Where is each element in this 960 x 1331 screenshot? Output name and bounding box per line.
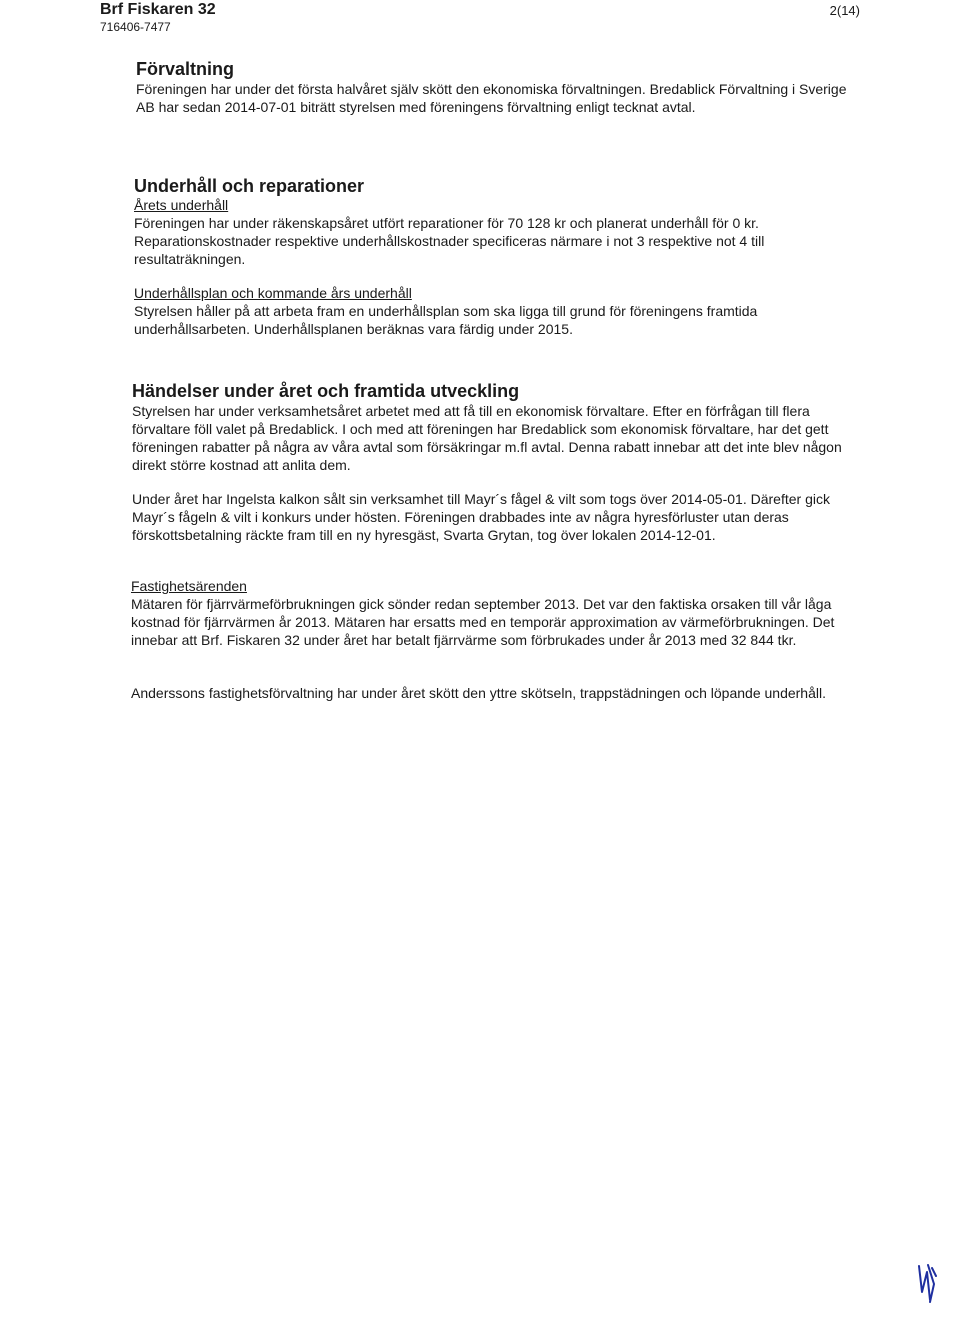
section-fastighetsarenden [131, 578, 861, 649]
section-hyresgast [132, 490, 862, 544]
handelser-heading: Händelser under året och framtida utveckling [132, 381, 520, 401]
arets-underhall-text: Föreningen har under räkenskapsåret utfört reparationer för 70 128 kr och planerat underhåll för 0 kr. Reparationskostnader respektive underhållskostnader specificeras närmare i not 3 respektive not 4 till resultaträkningen. [134, 215, 765, 267]
forvaltning-text: Föreningen har under det första halvåret själv skött den ekonomiska förvaltningen. Bredablick Förvaltning i Sverige AB har sedan 2014-07-01 biträtt styrelsen med föreningens förvaltning enligt tecknat avtal. [136, 81, 847, 115]
fastighetsarenden-text: Mätaren för fjärrvärmeförbrukningen gick sönder redan september 2013. Det var den faktiska orsaken till vår låga kostnad för fjärrvärmen år 2013. Mätaren har ersatts med en temporär approximation av värmeförbrukningen. Det innebar att Brf. Fiskaren 32 under året har betalt fjärrvärme som förbrukades under år 2013 med 32 844 tkr. [131, 596, 835, 648]
handelser-paragraph-1: Styrelsen har under verksamhetsåret arbetet med att få till en ekonomisk förvaltare. Efter en förfrågan till flera förvaltare föll valet på Bredablick. I och med att föreningen har Bredablick som ekonomisk förvaltare, har det gett föreningen rabatter på några av våra avtal som försäkringar m.fl avtal. Denna rabatt innebar att det inte blev någon direkt större kostnad att anlita dem. [132, 403, 842, 473]
handelser-paragraph-3: Anderssons fastighetsförvaltning har under året skött den yttre skötseln, trappstädningen och löpande underhåll. [131, 685, 826, 701]
section-underhall [134, 175, 864, 268]
handwritten-initials-signature [915, 1262, 939, 1309]
underhallsplan-text: Styrelsen håller på att arbeta fram en underhållsplan som ska ligga till grund för föreningens framtida underhållsarbeten. Underhållsplanen beräknas vara färdig under 2015. [134, 303, 758, 337]
underhall-heading: Underhåll och reparationer [134, 176, 365, 196]
arets-underhall-subheading: Årets underhåll [134, 197, 229, 213]
fastighetsarenden-subheading: Fastighetsärenden [131, 578, 247, 594]
organization-number: 716406-7477 [100, 20, 171, 34]
handelser-paragraph-2: Under året har Ingelsta kalkon sålt sin verksamhet till Mayr´s fågel & vilt som togs över 2014-05-01. Därefter gick Mayr´s fågeln & vilt i konkurs under hösten. Föreningen drabbades inte av några hyresförluster utan deras förskottsbetalning räckte fram till en ny hyresgäst, Svarta Grytan, tog över lokalen 2014-12-01. [132, 491, 830, 543]
forvaltning-heading: Förvaltning [136, 59, 234, 79]
page-header [100, 0, 860, 40]
section-underhallsplan [134, 285, 864, 338]
organization-name: Brf Fiskaren 32 [100, 1, 216, 18]
section-anderssons [131, 684, 861, 702]
page-number: 2(14) [829, 3, 860, 18]
section-handelser [132, 380, 862, 474]
section-forvaltning [136, 58, 866, 116]
underhallsplan-subheading: Underhållsplan och kommande års underhåll [134, 285, 412, 301]
